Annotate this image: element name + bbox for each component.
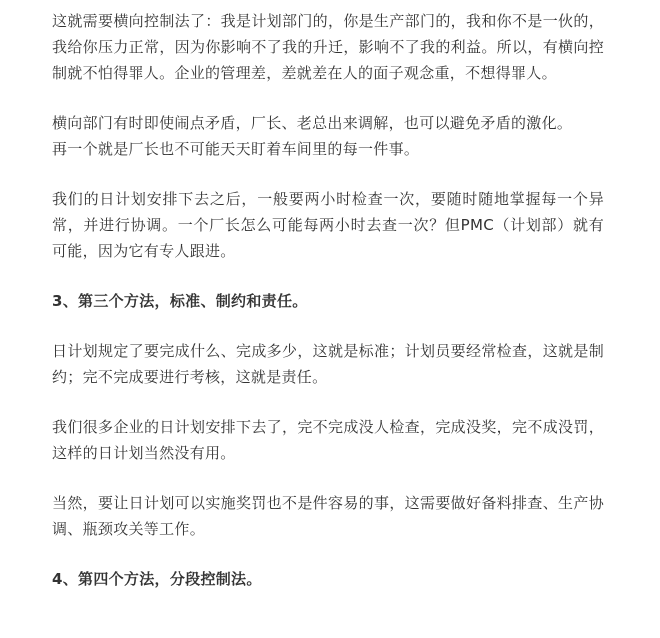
paragraph-daily-plan-check: 我们的日计划安排下去之后，一般要两小时检查一次，要随时随地掌握每一个异常，并进行协调。一个厂长怎么可能每两小时去查一次？但PMC（计划部）就有可能，因为它有专人跟进。 xyxy=(52,190,604,260)
paragraph-no-check: 我们很多企业的日计划安排下去了，完不完成没人检查，完成没奖，完不成没罚，这样的日计划当然没有用。 xyxy=(52,418,604,462)
paragraph-line: 再一个就是厂长也不可能天天盯着车间里的每一件事。 xyxy=(52,140,420,158)
paragraph-horizontal-control: 这就需要横向控制法了：我是计划部门的，你是生产部门的，我和你不是一伙的，我给你压力正常，因为你影响不了我的升迁，影响不了我的利益。所以，有横向控制就不怕得罪人。企业的管理差，差就差在人的面子观念重，不想得罪人。 xyxy=(52,12,604,82)
section-heading-method-4: 4、第四个方法，分段控制法。 xyxy=(52,570,262,588)
paragraph-standard-constraint: 日计划规定了要完成什么、完成多少，这就是标准；计划员要经常检查，这就是制约；完不完成要进行考核，这就是责任。 xyxy=(52,342,604,386)
article-body xyxy=(52,8,604,616)
paragraph-line: 横向部门有时即使闹点矛盾，厂长、老总出来调解，也可以避免矛盾的激化。 xyxy=(52,114,573,132)
section-heading-method-3: 3、第三个方法，标准、制约和责任。 xyxy=(52,292,308,310)
paragraph-department-conflict xyxy=(52,110,604,162)
paragraph-reward-penalty: 当然，要让日计划可以实施奖罚也不是件容易的事，这需要做好备料排查、生产协调、瓶颈攻关等工作。 xyxy=(52,494,604,538)
